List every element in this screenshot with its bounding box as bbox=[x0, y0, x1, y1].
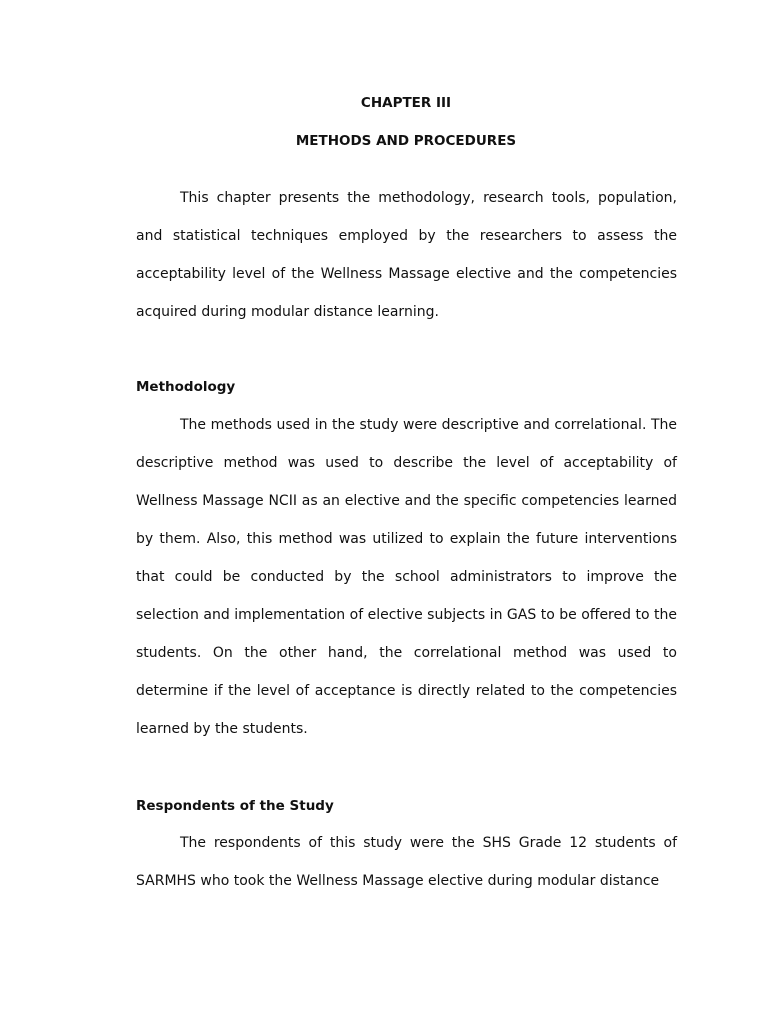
intro-paragraph: This chapter presents the methodology, research tools, population, and statistical techniques employed by the researchers to assess the acceptability level of the Wellness Massage elective and the competencies acquired during modular distance learning. bbox=[136, 190, 677, 320]
section-heading-methodology: Methodology bbox=[136, 379, 236, 395]
section-paragraph-methodology: The methods used in the study were descriptive and correlational. The descriptive method was used to describe the level of acceptability of Wellness Massage NCII as an elective and the specific competencies learned by them. Also, this method was utilized to explain the future interventions that could be conducted by the school administrators to improve the selection and implementation of elective subjects in GAS to be offered to the students. On the other hand, the correlational method was used to determine if the level of acceptance is directly related to the competencies learned by the students. bbox=[136, 417, 677, 737]
section-heading-respondents: Respondents of the Study bbox=[136, 798, 334, 814]
section-paragraph-respondents: The respondents of this study were the SHS Grade 12 students of SARMHS who took the Wellness Massage elective during modular distance bbox=[136, 835, 677, 889]
chapter-title: METHODS AND PROCEDURES bbox=[295, 133, 517, 149]
chapter-label: CHAPTER III bbox=[360, 95, 452, 111]
